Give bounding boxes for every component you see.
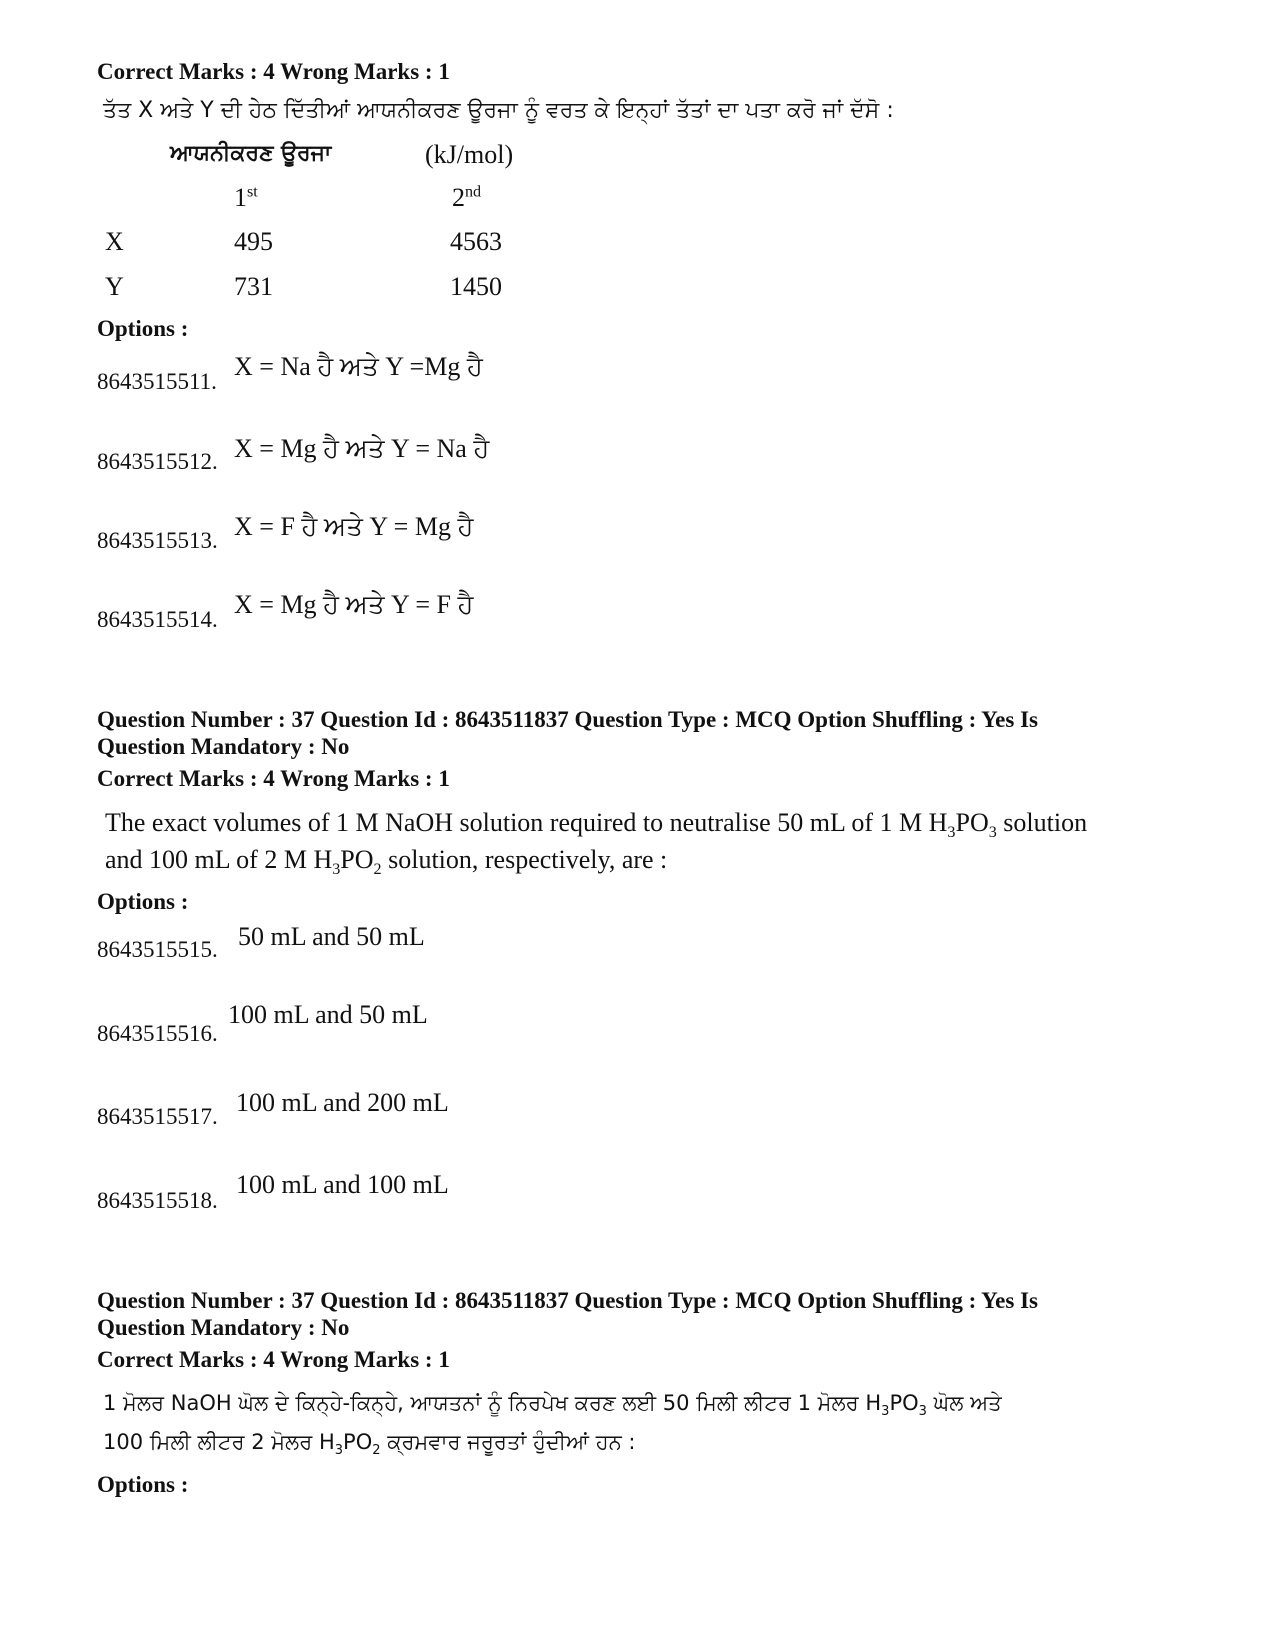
option-text: 50 mL and 50 mL	[238, 922, 425, 951]
row-second-value: 4563	[450, 227, 502, 256]
question-header-cont: Question Mandatory : No	[97, 1315, 350, 1340]
option-id: 8643515516.	[97, 1021, 218, 1046]
option-text: 100 mL and 100 mL	[236, 1170, 449, 1199]
option-text: 100 mL and 200 mL	[236, 1088, 449, 1117]
option-id: 8643515511.	[97, 369, 217, 394]
question-header: Question Number : 37 Question Id : 8643511837 Question Type : MCQ Option Shuffling : Yes Is	[97, 707, 1038, 732]
option-text: X = F ਹੈ ਅਤੇ Y = Mg ਹੈ	[234, 512, 474, 541]
option-id: 8643515513.	[97, 528, 218, 553]
marks-line: Correct Marks : 4 Wrong Marks : 1	[97, 59, 450, 84]
question-text-line: 100 ਮਿਲੀ ਲੀਟਰ 2 ਮੋਲਰ $H_3PO_2$ ਕ੍ਰਮਵਾਰ ਜਰੂਰਤਾਂ ਹੁੰਦੀਆਂ ਹਨ :	[103, 1430, 636, 1459]
question-text: ਤੱਤ X ਅਤੇ Y ਦੀ ਹੇਠ ਦਿੱਤੀਆਂ ਆਯਨੀਕਰਣ ਊਰਜਾ ਨੂੰ ਵਰਤ ਕੇ ਇਨ੍ਹਾਂ ਤੱਤਾਂ ਦਾ ਪਤਾ ਕਰੋ ਜਾਂ ਦੱਸੋ :	[103, 98, 894, 123]
row-label: Y	[105, 272, 124, 301]
table-title: ਆਯਨੀਕਰਣ ਊਰਜਾ	[170, 141, 332, 166]
marks-line: Correct Marks : 4 Wrong Marks : 1	[97, 1347, 450, 1372]
options-label: Options :	[97, 316, 189, 341]
row-first-value: 731	[234, 272, 273, 301]
column-header-second: 2nd	[452, 183, 482, 212]
option-id: 8643515517.	[97, 1104, 218, 1129]
option-id: 8643515514.	[97, 607, 218, 632]
question-text-line: The exact volumes of 1 M NaOH solution required to neutralise 50 mL of 1 M $H_3PO_3$ solution	[105, 808, 1088, 842]
option-text: X = Mg ਹੈ ਅਤੇ Y = F ਹੈ	[234, 590, 474, 619]
option-id: 8643515515.	[97, 937, 218, 962]
column-header-first: 1st	[234, 183, 258, 212]
option-text: X = Mg ਹੈ ਅਤੇ Y = Na ਹੈ	[234, 434, 490, 463]
table-unit: (kJ/mol)	[425, 140, 514, 169]
row-first-value: 495	[234, 227, 273, 256]
options-label: Options :	[97, 889, 189, 914]
option-text: 100 mL and 50 mL	[228, 1000, 428, 1029]
question-header-cont: Question Mandatory : No	[97, 734, 350, 759]
question-header: Question Number : 37 Question Id : 8643511837 Question Type : MCQ Option Shuffling : Yes Is	[97, 1288, 1038, 1313]
row-label: X	[105, 227, 124, 256]
option-id: 8643515518.	[97, 1188, 218, 1213]
question-text-line: 1 ਮੋਲਰ NaOH ਘੋਲ ਦੇ ਕਿਨ੍ਹੇ-ਕਿਨ੍ਹੇ, ਆਯਤਨਾਂ ਨੂੰ ਨਿਰਪੇਖ ਕਰਣ ਲਈ 50 ਮਿਲੀ ਲੀਟਰ 1 ਮੋਲਰ $H_3PO_3$ ਘੋਲ ਅਤੇ	[103, 1391, 1002, 1420]
row-second-value: 1450	[450, 272, 502, 301]
option-id: 8643515512.	[97, 449, 218, 474]
option-text: X = Na ਹੈ ਅਤੇ Y =Mg ਹੈ	[234, 352, 483, 381]
marks-line: Correct Marks : 4 Wrong Marks : 1	[97, 766, 450, 791]
question-text-line: and 100 mL of 2 M $H_3PO_2$ solution, respectively, are :	[105, 845, 668, 879]
options-label: Options :	[97, 1472, 189, 1497]
